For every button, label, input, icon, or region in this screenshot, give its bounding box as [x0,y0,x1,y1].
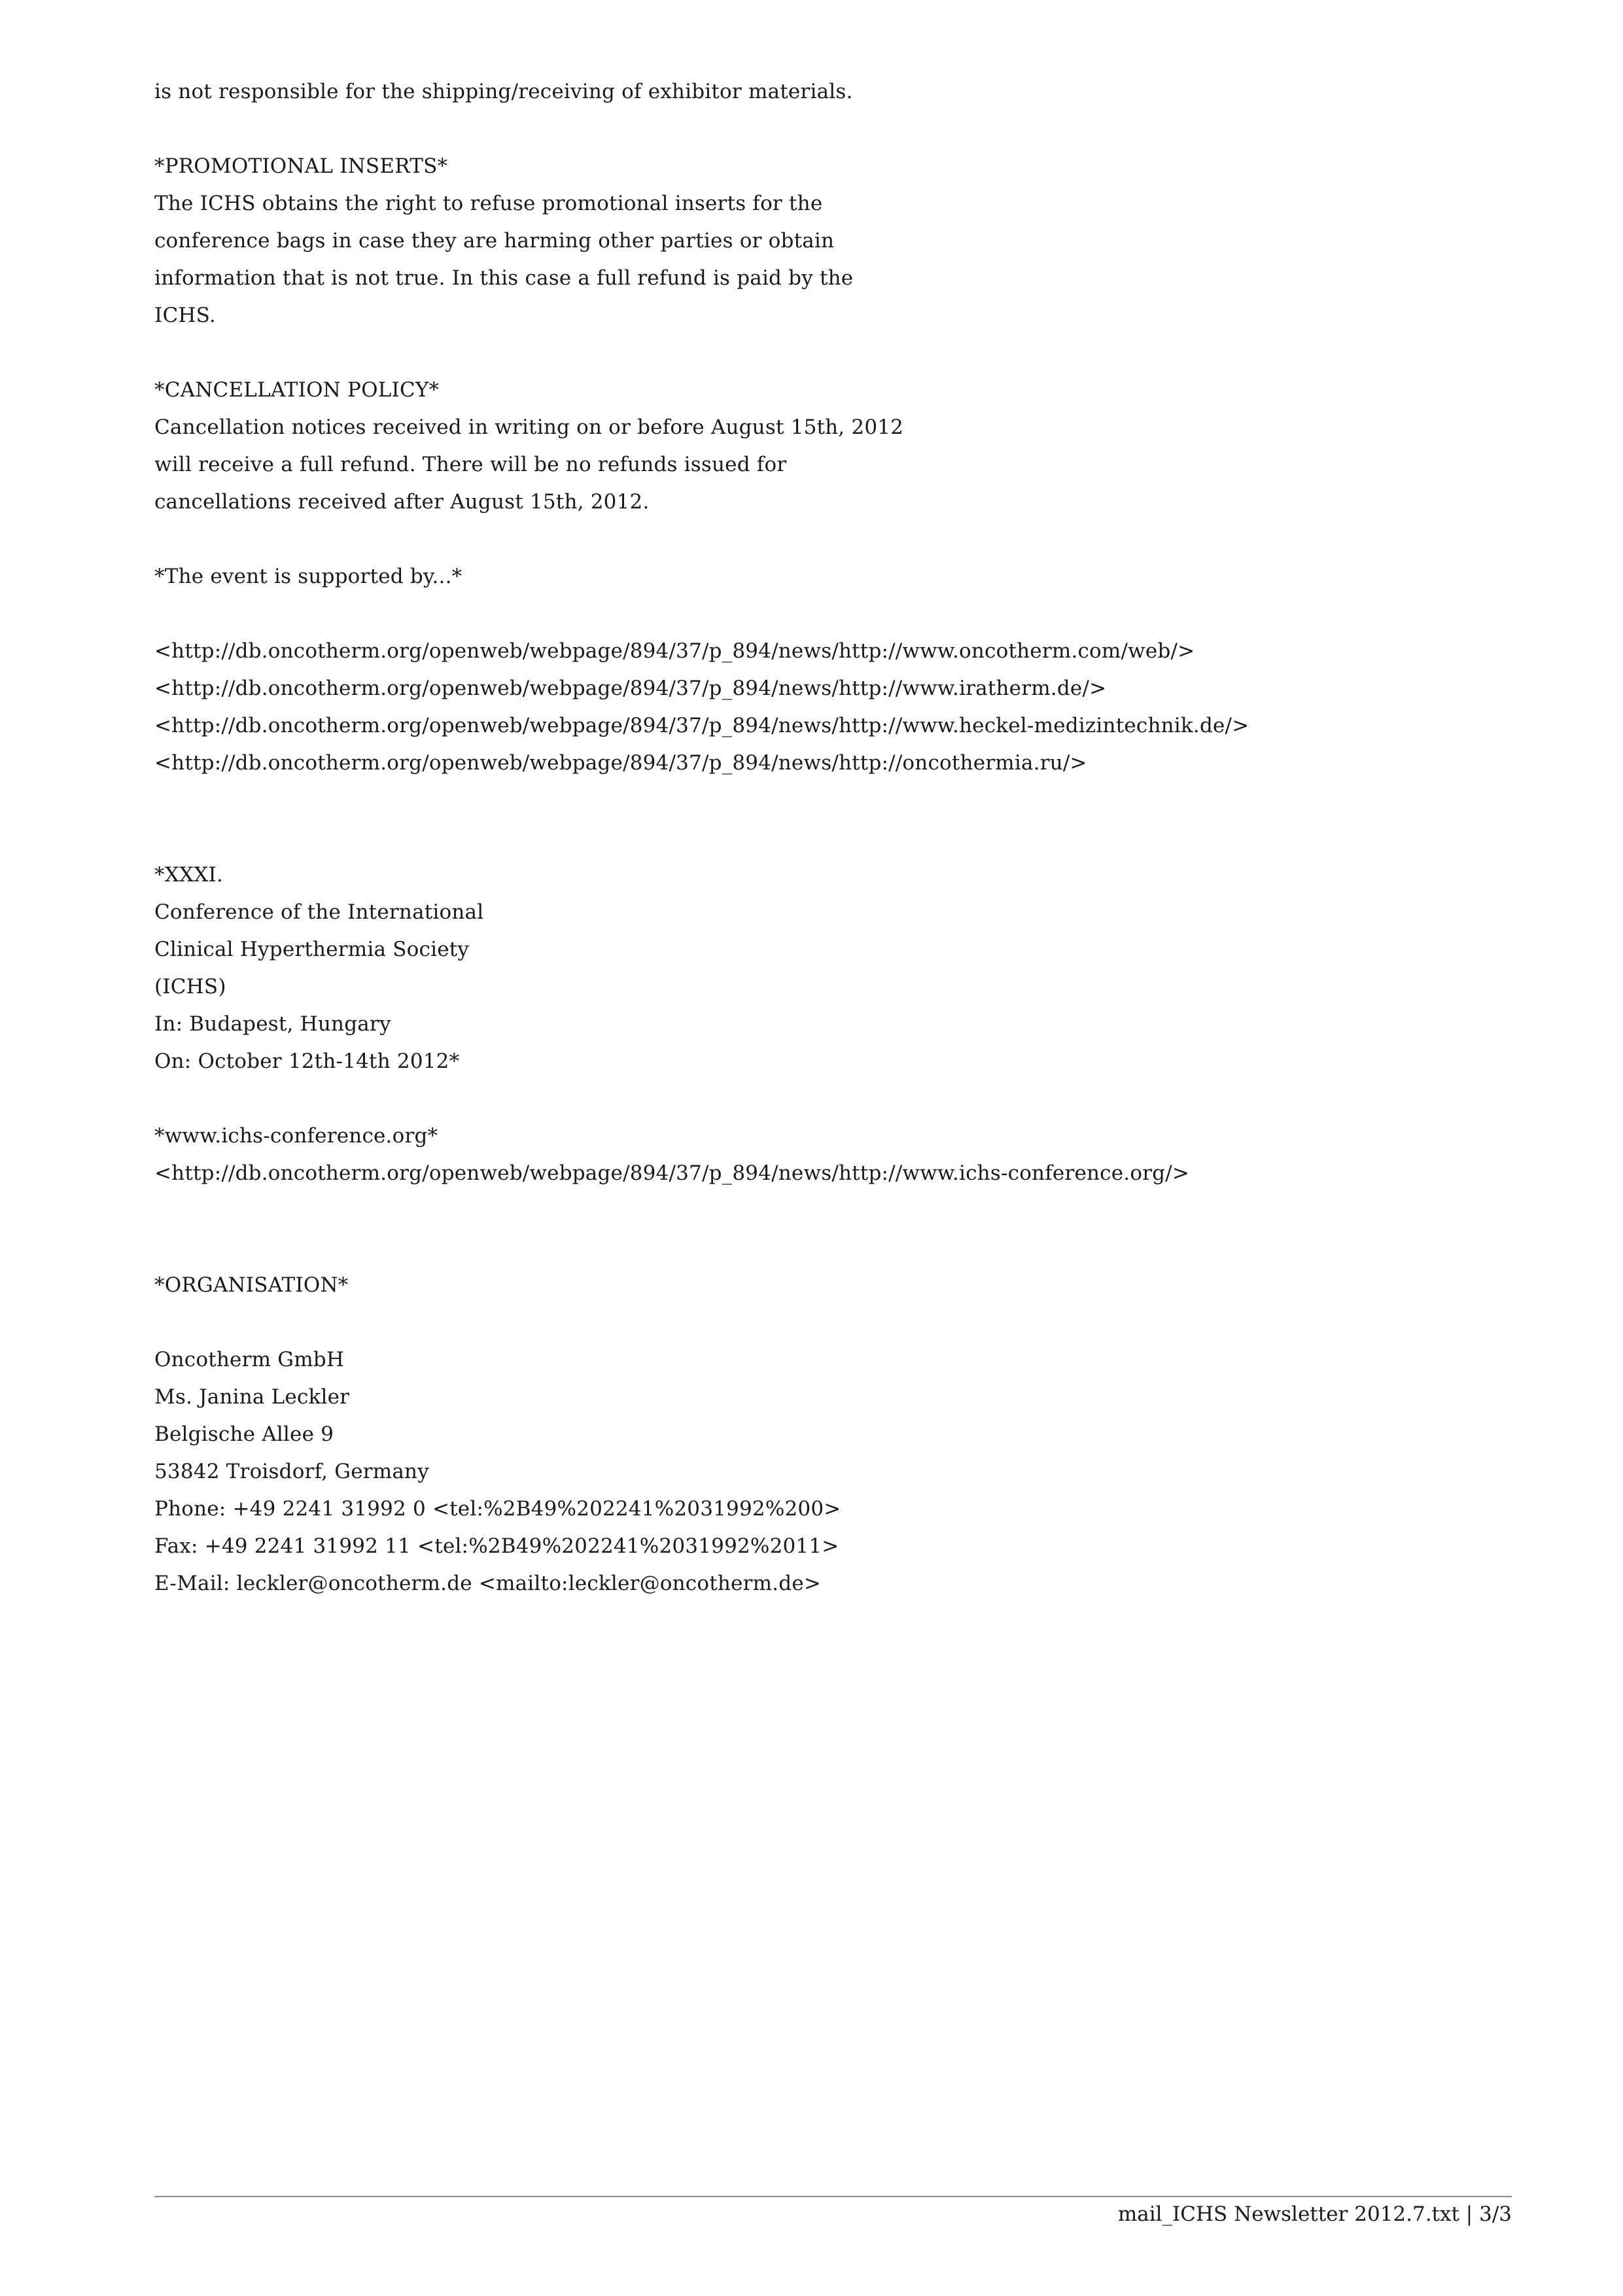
blank-line [154,595,1528,633]
text-line: ICHS. [154,304,216,327]
blank-line [154,334,1528,372]
section-heading: *The event is supported by...* [154,565,462,588]
text-line: conference bags in case they are harming other parties or obtain [154,229,835,253]
blank-line [154,521,1528,558]
fax-line[interactable]: Fax: +49 2241 31992 11 <tel:%2B49%202241%2031992%2011> [154,1534,839,1558]
blank-line [154,1192,1528,1229]
text-line: will receive a full refund. There will be no refunds issued for [154,453,787,476]
document-body [154,73,1528,1602]
blank-line [154,1304,1528,1341]
footer-page-label: mail_ICHS Newsletter 2012.7.txt | 3/3 [1117,2202,1512,2226]
blank-line [154,782,1528,819]
address-city: 53842 Troisdorf, Germany [154,1460,429,1483]
email-line[interactable]: E-Mail: leckler@oncotherm.de <mailto:leckler@oncotherm.de> [154,1572,822,1595]
sponsor-link[interactable]: <http://db.oncotherm.org/openweb/webpage/894/37/p_894/news/http://www.iratherm.de/> [154,677,1107,700]
conference-title-line: Clinical Hyperthermia Society [154,938,470,961]
footer-divider [154,2196,1512,2197]
sponsor-link[interactable]: <http://db.oncotherm.org/openweb/webpage/894/37/p_894/news/http://www.oncotherm.com/web/> [154,639,1195,663]
text-line: is not responsible for the shipping/receiving of exhibitor materials. [154,80,853,103]
section-heading: *ORGANISATION* [154,1273,349,1297]
section-heading: *PROMOTIONAL INSERTS* [154,154,448,178]
blank-line [154,1229,1528,1267]
text-line: The ICHS obtains the right to refuse promotional inserts for the [154,192,823,215]
conference-title-line: Conference of the International [154,900,484,924]
blank-line [154,819,1528,857]
sponsor-link[interactable]: <http://db.oncotherm.org/openweb/webpage/894/37/p_894/news/http://oncothermia.ru/> [154,751,1087,775]
sponsor-link[interactable]: <http://db.oncotherm.org/openweb/webpage/894/37/p_894/news/http://www.heckel-medizintechnik.de/> [154,714,1249,737]
text-line: Cancellation notices received in writing on or before August 15th, 2012 [154,415,904,439]
blank-line [154,111,1528,148]
conference-title-line: *XXXI. [154,863,224,887]
phone-line[interactable]: Phone: +49 2241 31992 0 <tel:%2B49%202241%2031992%200> [154,1497,841,1521]
contact-person: Ms. Janina Leckler [154,1385,350,1409]
text-line: information that is not true. In this case a full refund is paid by the [154,266,854,290]
address-street: Belgische Allee 9 [154,1422,334,1446]
conference-location: In: Budapest, Hungary [154,1012,391,1036]
text-line: cancellations received after August 15th, 2012. [154,490,650,514]
section-heading: *CANCELLATION POLICY* [154,378,440,402]
organisation-name: Oncotherm GmbH [154,1348,345,1371]
conference-dates: On: October 12th-14th 2012* [154,1050,460,1073]
conference-website: *www.ichs-conference.org* [154,1124,438,1148]
conference-link[interactable]: <http://db.oncotherm.org/openweb/webpage/894/37/p_894/news/http://www.ichs-conference.org/> [154,1161,1190,1185]
conference-title-line: (ICHS) [154,975,226,998]
blank-line [154,1080,1528,1118]
